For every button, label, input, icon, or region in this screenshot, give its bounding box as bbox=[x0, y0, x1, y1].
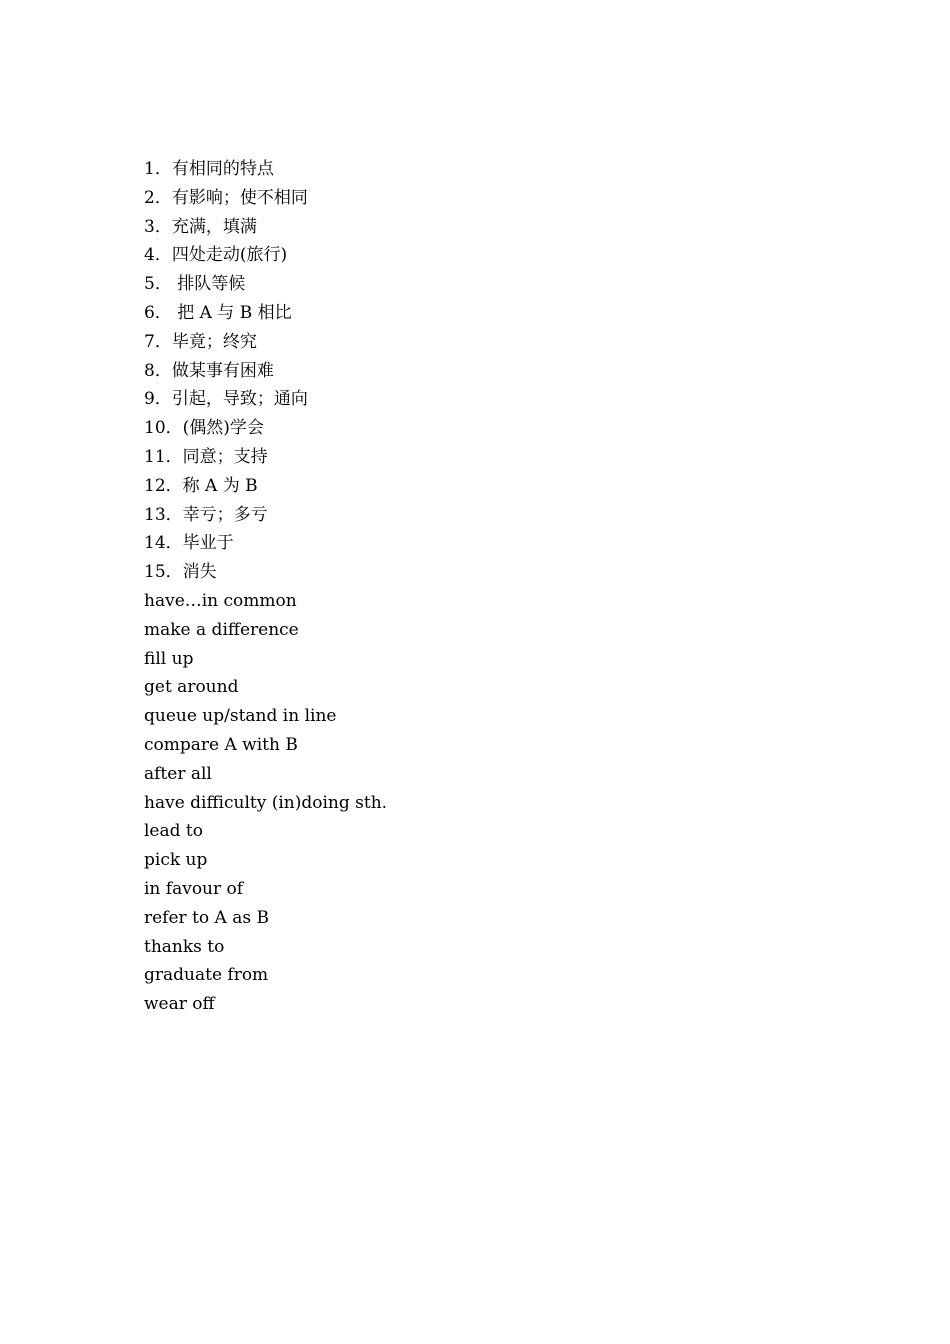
chinese-item-9: 9．引起，导致；通向 bbox=[144, 389, 308, 410]
chinese-item-1: 1．有相同的特点 bbox=[144, 159, 274, 179]
english-item-9: lead to bbox=[144, 821, 203, 842]
english-item-5: queue up/stand in line bbox=[144, 706, 337, 727]
english-item-2: make a difference bbox=[144, 619, 299, 640]
chinese-item-10: 10．(偶然)学会 bbox=[144, 418, 264, 439]
chinese-item-14: 14．毕业于 bbox=[144, 533, 234, 554]
english-item-4: get around bbox=[144, 677, 239, 698]
english-item-10: pick up bbox=[144, 850, 208, 871]
english-item-15: wear off bbox=[144, 994, 215, 1015]
chinese-item-8: 8．做某事有困难 bbox=[144, 360, 274, 381]
english-item-8: have difficulty (in)doing sth. bbox=[144, 792, 388, 813]
english-item-3: fill up bbox=[144, 648, 194, 669]
vocabulary-list bbox=[144, 155, 844, 1019]
chinese-item-6: 6． 把 A 与 B 相比 bbox=[144, 302, 292, 323]
chinese-item-13: 13．幸亏；多亏 bbox=[144, 504, 268, 525]
chinese-item-15: 15．消失 bbox=[144, 562, 217, 583]
english-item-13: thanks to bbox=[144, 936, 225, 957]
english-item-1: have…in common bbox=[144, 590, 297, 611]
chinese-item-7: 7．毕竟；终究 bbox=[144, 331, 257, 352]
chinese-item-12: 12．称 A 为 B bbox=[144, 475, 258, 496]
chinese-item-2: 2．有影响；使不相同 bbox=[144, 187, 308, 208]
english-item-7: after all bbox=[144, 763, 212, 784]
english-item-12: refer to A as B bbox=[144, 907, 269, 928]
chinese-item-4: 4．四处走动(旅行) bbox=[144, 245, 288, 266]
english-item-11: in favour of bbox=[144, 878, 244, 899]
chinese-item-11: 11．同意；支持 bbox=[144, 446, 268, 467]
chinese-item-3: 3．充满，填满 bbox=[144, 216, 257, 237]
chinese-item-5: 5． 排队等候 bbox=[144, 274, 246, 295]
english-item-14: graduate from bbox=[144, 965, 269, 986]
english-item-6: compare A with B bbox=[144, 734, 298, 755]
